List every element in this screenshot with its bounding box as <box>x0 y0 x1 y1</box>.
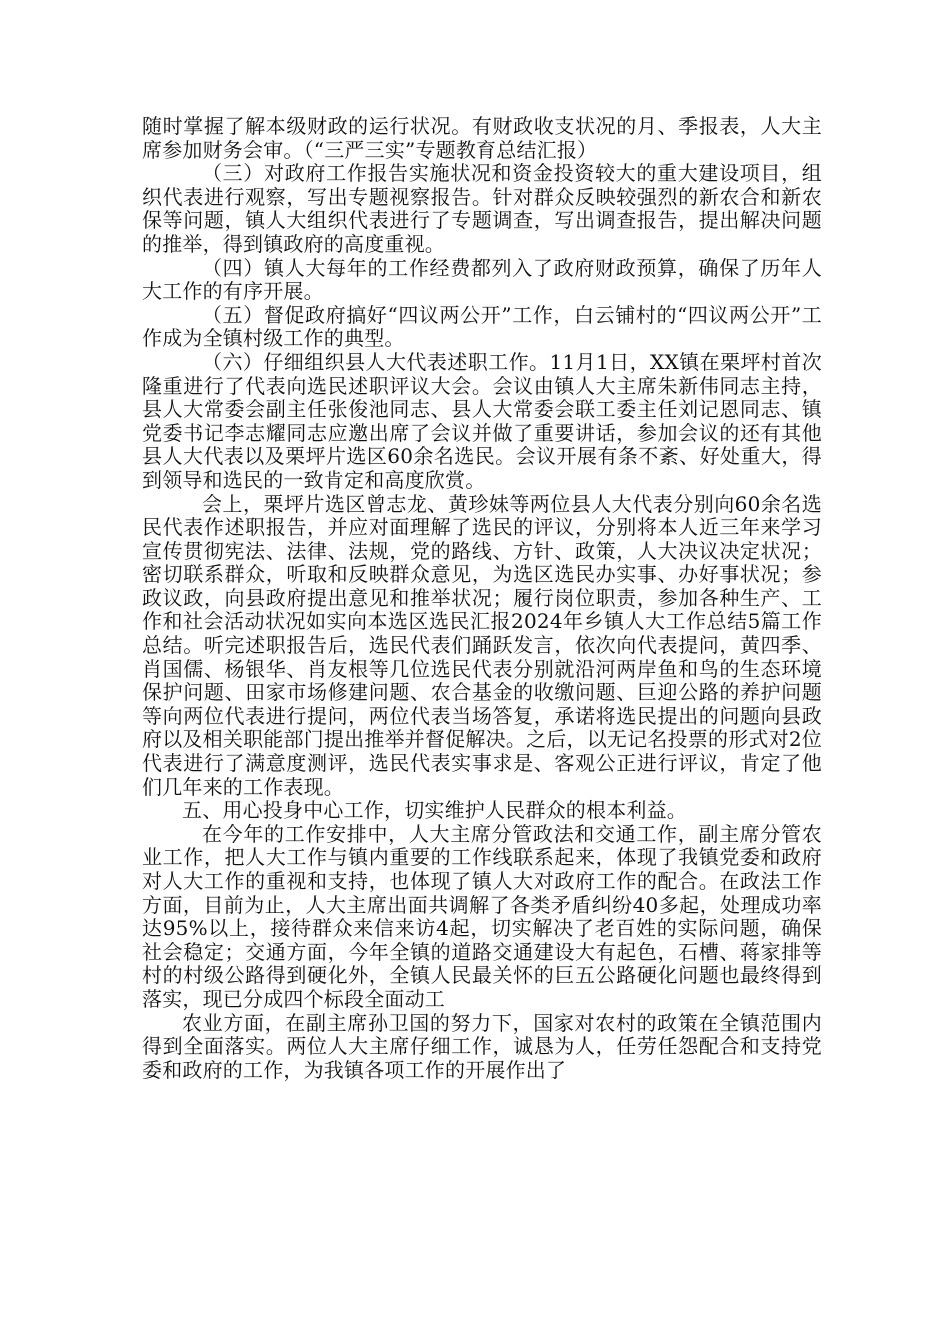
document-body <box>142 115 822 1082</box>
section-heading-five: 五、用心投身中心工作，切实维护人民群众的根本利益。 <box>182 798 687 823</box>
paragraph-item-six: （六）仔细组织县人大代表述职工作。11月1日，XX镇在栗坪村首次隆重进行了代表向选民述职评议大会。会议由镇人大主席朱新伟同志主持，县人大常委会副主任张俊池同志、县人大常委会联工委主任刘记恩同志、镇党委书记李志耀同志应邀出席了会议并做了重要讲话，参加会议的还有其他县人大代表以及栗坪片选区60余名选民。会议开展有条不紊、好处重大，得到领导和选民的一致肯定和高度欣赏。 <box>142 349 822 492</box>
paragraph-meeting-details: 会上，栗坪片选区曾志龙、黄珍妹等两位县人大代表分别向60余名选民代表作述职报告，并应对面理解了选民的评议，分别将本人近三年来学习宣传贯彻宪法、法律、法规，党的路线、方针、政策，人大决议决定状况；密切联系群众，听取和反映群众意见，为选区选民办实事、办好事状况；参政议政，向县政府提出意见和推举状况；履行岗位职责，参加各种生产、工作和社会活动状况如实向本选区选民汇报2024年乡镇人大工作总结5篇工作总结。听完述职报告后，选民代表们踊跃发言，依次向代表提问，黄四季、肖国儒、杨银华、肖友根等几位选民代表分别就沿河两岸鱼和鸟的生态环境保护问题、田家市场修建问题、农合基金的收缴问题、巨迎公路的养护问题等向两位代表进行提问，两位代表当场答复，承诺将选民提出的问题向县政府以及相关职能部门提出推举并督促解决。之后，以无记名投票的形式对2位代表进行了满意度测评，选民代表实事求是、客观公正进行评议，肯定了他们几年来的工作表现。 <box>142 491 822 799</box>
paragraph-item-four: （四）镇人大每年的工作经费都列入了政府财政预算，确保了历年人大工作的有序开展。 <box>142 255 822 304</box>
paragraph-item-three: （三）对政府工作报告实施状况和资金投资较大的重大建设项目，组织代表进行观察，写出专题视察报告。针对群众反映较强烈的新农合和新农保等问题，镇人大组织代表进行了专题调查，写出调查报告，提出解决问题的推举，得到镇政府的高度重视。 <box>142 161 822 256</box>
paragraph-agriculture: 农业方面，在副主席孙卫国的努力下，国家对农村的政策在全镇范围内得到全面落实。两位人大主席仔细工作，诚恳为人，任劳任怨配合和支持党委和政府的工作，为我镇各项工作的开展作出了 <box>142 1010 822 1082</box>
paragraph-finance-oversight: 随时掌握了解本级财政的运行状况。有财政收支状况的月、季报表，人大主席参加财务会审。（“三严三实”专题教育总结汇报） <box>142 114 822 162</box>
paragraph-work-arrangement: 在今年的工作安排中，人大主席分管政法和交通工作，副主席分管农业工作，把人大工作与镇内重要的工作线联系起来，体现了我镇党委和政府对人大工作的重视和支持，也体现了镇人大对政府工作的配合。在政法工作方面，目前为止，人大主席出面共调解了各类矛盾纠纷40多起，处理成功率达95%以上，接待群众来信来访4起，切实解决了老百姓的实际问题，确保社会稳定；交通方面，今年全镇的道路交通建设大有起色，石槽、蒋家排等村的村级公路得到硬化外，全镇人民最关怀的巨五公路硬化问题也最终得到落实，现已分成四个标段全面动工 <box>142 821 822 1011</box>
paragraph-item-five: （五）督促政府搞好“四议两公开”工作，白云铺村的“四议两公开”工作成为全镇村级工作的典型。 <box>142 302 822 351</box>
